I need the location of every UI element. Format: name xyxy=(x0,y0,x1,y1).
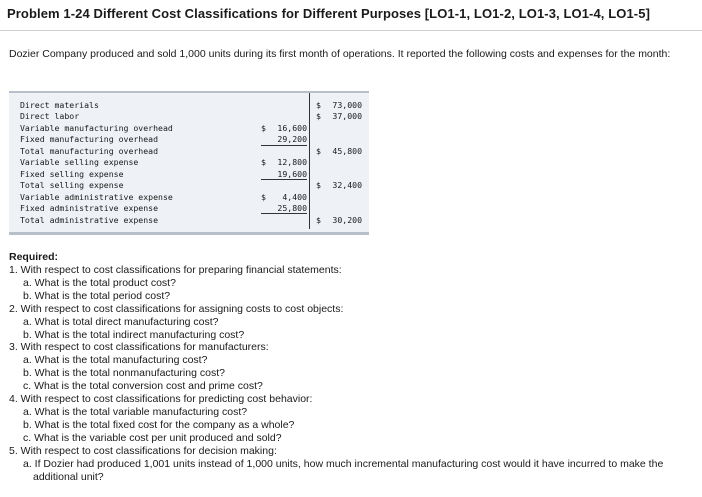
sub-question: b. What is the total fixed cost for the company as a whole? xyxy=(23,418,295,431)
dollar-sign: $ xyxy=(261,157,266,168)
dollar-sign: $ xyxy=(261,122,266,133)
cost-row: Variable manufacturing overhead $ 16,600 xyxy=(20,122,307,133)
sub-question: c. What is the total conversion cost and prime cost? xyxy=(23,380,263,393)
component-amount: 29,200 xyxy=(261,134,307,145)
cost-row xyxy=(9,169,369,180)
required-heading: Required: xyxy=(9,251,59,263)
dollar-sign: $ xyxy=(316,145,321,156)
sub-question: c. What is the variable cost per unit produced and sold? xyxy=(23,431,282,444)
cost-table xyxy=(9,91,369,235)
sub-question: a. What is the total manufacturing cost? xyxy=(23,354,208,367)
cost-row: Variable administrative expense $ 4,400 xyxy=(20,191,307,202)
question: 3. With respect to cost classifications for manufacturers: xyxy=(9,341,269,354)
sub-question: a. What is total direct manufacturing cost? xyxy=(23,315,219,328)
dollar-sign: $ xyxy=(316,180,321,191)
cost-label: Fixed selling expense xyxy=(20,168,124,179)
cost-row xyxy=(9,203,369,214)
cost-row: Direct labor $ 37,000 xyxy=(20,111,362,122)
cost-label: Variable selling expense xyxy=(20,157,139,168)
problem-title: Problem 1-24 Different Cost Classifications for Different Purposes [LO1-1, LO1-2, LO1-3, LO1-4, LO1-5] xyxy=(7,6,650,21)
cost-label: Total administrative expense xyxy=(20,214,159,225)
sub-question: a. What is the total variable manufacturing cost? xyxy=(23,405,248,418)
cost-row: Direct materials $ 73,000 xyxy=(20,100,362,110)
cost-label: Fixed administrative expense xyxy=(20,203,159,214)
cost-label: Variable manufacturing overhead xyxy=(20,122,173,133)
dollar-sign: $ xyxy=(316,100,321,110)
sub-question: b. What is the total indirect manufacturing cost? xyxy=(23,328,245,341)
question: 4. With respect to cost classifications for predicting cost behavior: xyxy=(9,393,313,406)
problem-intro: Dozier Company produced and sold 1,000 units during its first month of operations. It reported the following costs and expenses for the month: xyxy=(9,48,671,60)
cost-row: Total manufacturing overhead $ 45,800 xyxy=(20,145,362,156)
cost-row: Variable selling expense $ 12,800 xyxy=(20,157,307,168)
cost-label: Variable administrative expense xyxy=(20,191,173,202)
cost-row: Total selling expense $ 32,400 xyxy=(20,180,362,191)
sub-question: a. If Dozier had produced 1,001 units instead of 1,000 units, how much incremental manufacturing cost would it have incurred to make the additional unit? xyxy=(23,457,664,483)
cost-label: Total manufacturing overhead xyxy=(20,145,159,156)
sub-question: a. What is the total product cost? xyxy=(23,276,176,289)
cost-row xyxy=(9,134,369,145)
question: 1. With respect to cost classifications for preparing financial statements: xyxy=(9,264,342,276)
title-divider xyxy=(0,30,702,31)
dollar-sign: $ xyxy=(316,214,321,225)
question: 5. With respect to cost classifications for decision making: xyxy=(9,444,277,457)
component-amount: 19,600 xyxy=(261,169,307,180)
sub-question: b. What is the total period cost? xyxy=(23,289,171,302)
cost-row: Total administrative expense $ 30,200 xyxy=(20,214,362,225)
dollar-sign: $ xyxy=(261,191,266,202)
dollar-sign: $ xyxy=(316,111,321,122)
cost-label: Total selling expense xyxy=(20,180,124,191)
cost-label: Fixed manufacturing overhead xyxy=(20,134,159,145)
cost-label: Direct materials xyxy=(20,100,99,110)
question-list xyxy=(9,264,699,483)
component-amount: 25,800 xyxy=(261,203,307,214)
cost-label: Direct labor xyxy=(20,111,80,122)
sub-question: b. What is the total nonmanufacturing cost? xyxy=(23,367,225,380)
question: 2. With respect to cost classifications for assigning costs to cost objects: xyxy=(9,302,344,315)
